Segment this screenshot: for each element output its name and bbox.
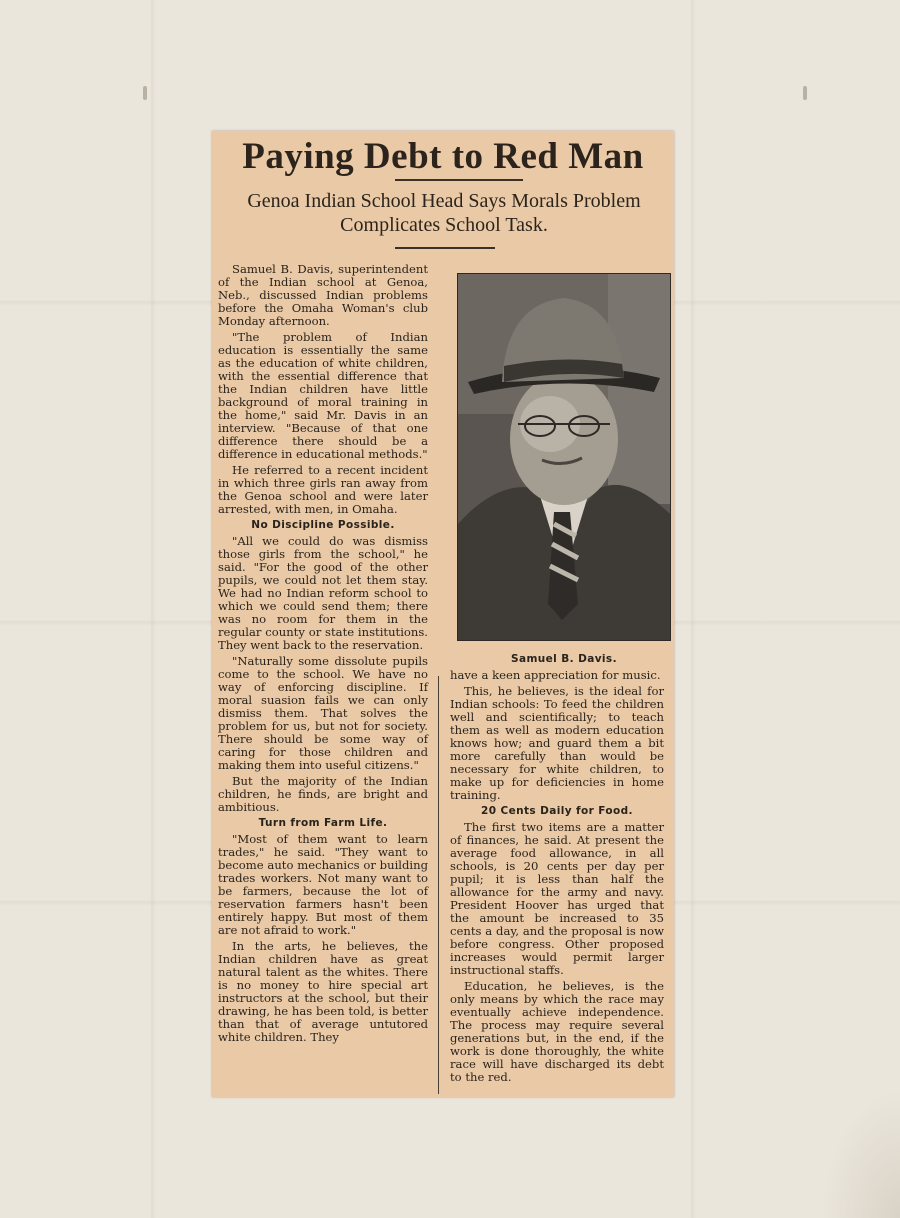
section-heading: 20 Cents Daily for Food. [481,805,633,817]
newspaper-clipping [212,131,674,1097]
portrait-illustration [458,274,670,640]
page-scuff [820,1088,900,1218]
portrait-photo [457,273,671,641]
paragraph: This, he believes, is the ideal for Indian schools: To feed the children well and scientifically; to teach them as well as modern education knows how; and guard them a bit more carefully than would be necessary for white children, to make up for deficiencies in home training. [450,684,664,802]
photo-caption: Samuel B. Davis. [511,653,617,665]
section-heading: No Discipline Possible. [251,519,395,531]
paragraph: have a keen appreciation for music. [450,668,661,682]
headline: Paying Debt to Red Man [242,136,644,177]
paragraph: In the arts, he believes, the Indian children have as great natural talent as the whites. There is no money to hire special art instructors at the school, but their drawing, he has been told, is better than that of average untutored white children. They [218,939,428,1044]
subheadline: Genoa Indian School Head Says Morals Problem Complicates School Task. [247,190,641,236]
staple-mark [143,86,147,100]
paragraph: "Most of them want to learn trades," he said. "They want to become auto mechanics or building trades workers. Not many want to be farmers, because the lot of reservation farmers hasn't been entirely happy. But most of them are not afraid to work." [218,832,428,937]
headline-rule [395,179,523,181]
column-divider [438,676,439,1094]
paragraph: "All we could do was dismiss those girls from the school," he said. "For the good of the other pupils, we could not let them stay. We had no Indian reform school to which we could send them; there was no room for them in the regular county or state institutions. They went back to the reservation. [218,534,428,652]
paragraph: But the majority of the Indian children, he finds, are bright and ambitious. [218,774,428,814]
left-column [218,263,428,1047]
paragraph: "The problem of Indian education is essentially the same as the education of white children, with the essential difference that the Indian children have little background of moral training in the home," said Mr. Davis in an interview. "Because of that one difference there should be a difference in educational methods." [218,330,428,461]
paragraph: The first two items are a matter of finances, he said. At present the average food allowance, in all schools, is 20 cents per day per pupil; it is less than half the allowance for the army and navy. President Hoover has urged that the amount be increased to 35 cents a day, and the proposal is now before congress. Other proposed increases would permit larger instructional staffs. [450,820,664,977]
section-heading: Turn from Farm Life. [258,817,388,829]
right-column [450,669,664,1087]
subhead-rule [395,247,495,249]
paragraph: "Naturally some dissolute pupils come to the school. We have no way of enforcing discipline. If moral suasion fails we can only dismiss them. That solves the problem for us, but not for society. There should be some way of caring for those children and making them into useful citizens." [218,654,428,772]
paragraph: Samuel B. Davis, superintendent of the Indian school at Genoa, Neb., discussed Indian problems before the Omaha Woman's club Monday afternoon. [218,262,428,328]
paragraph: Education, he believes, is the only means by which the race may eventually achieve independence. The process may require several generations but, in the end, if the work is done thoroughly, the white race will have discharged its debt to the red. [450,979,664,1084]
paragraph: He referred to a recent incident in which three girls ran away from the Genoa school and were later arrested, with men, in Omaha. [218,463,428,516]
staple-mark [803,86,807,100]
